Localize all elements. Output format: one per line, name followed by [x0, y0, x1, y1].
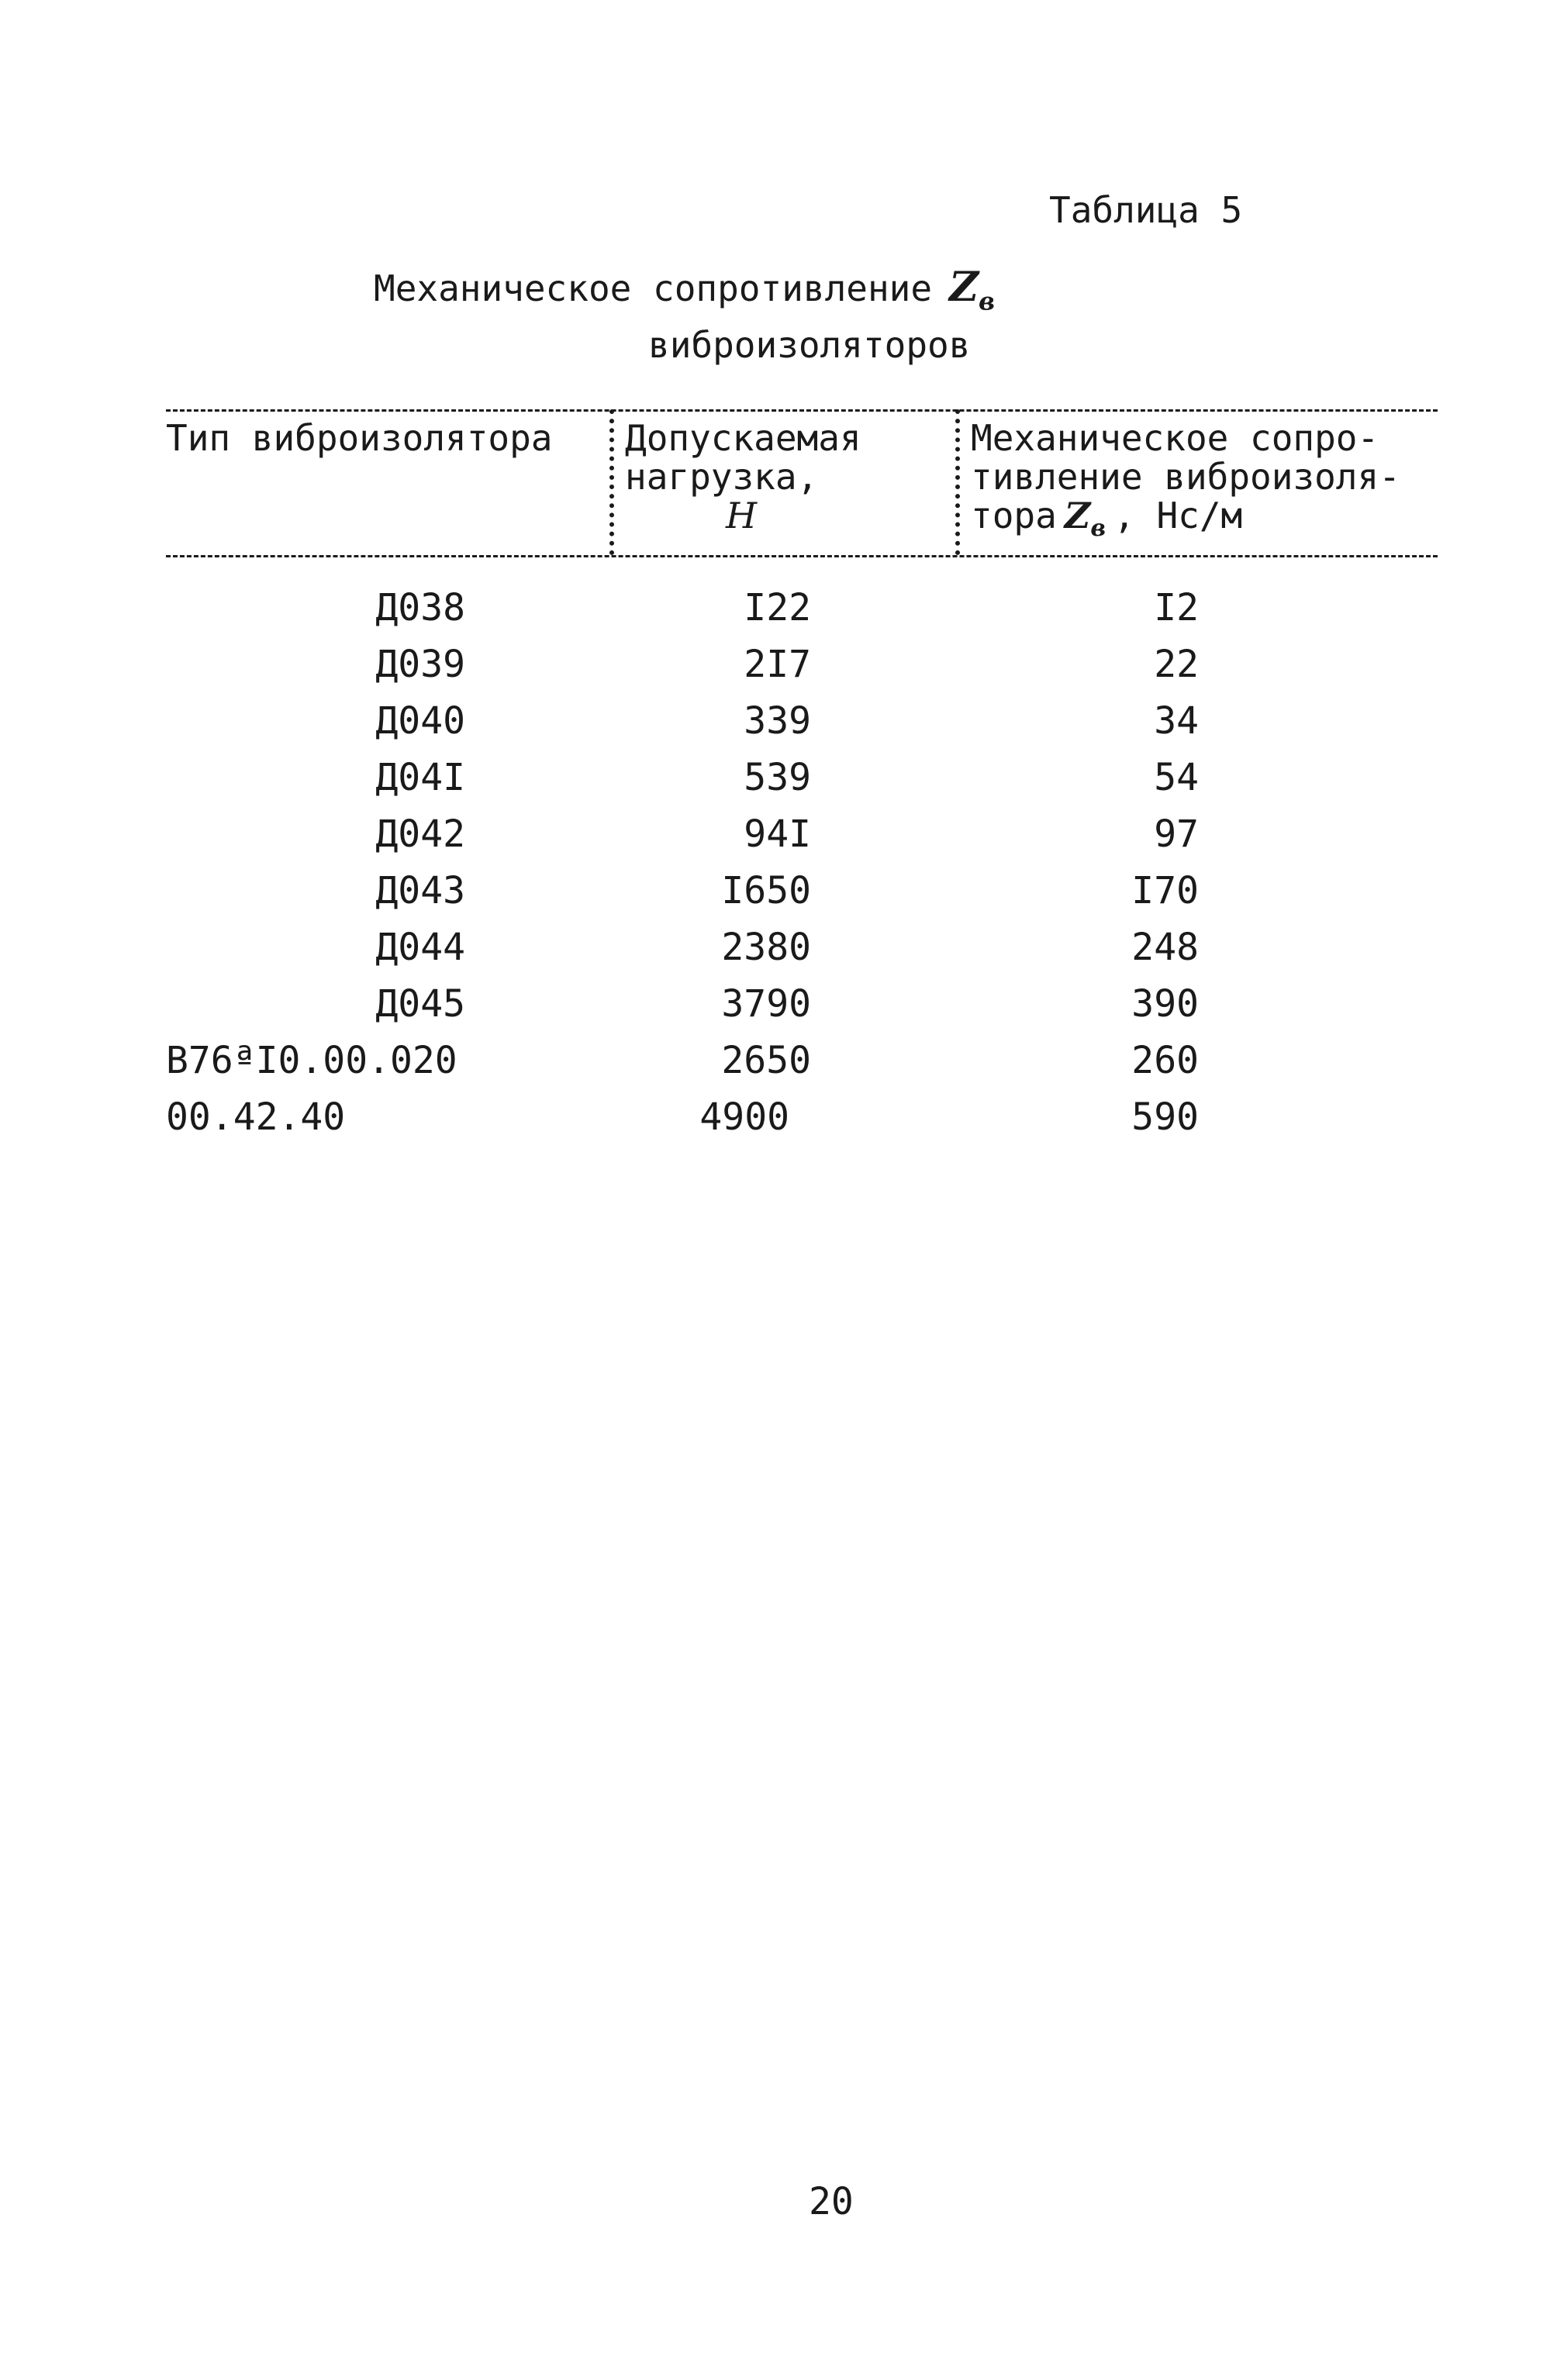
- cell-resistance: 34: [1154, 699, 1199, 743]
- cell-resistance: 390: [1131, 982, 1199, 1026]
- column-separator-2: [955, 409, 960, 555]
- cell-load: 2650: [721, 1039, 811, 1082]
- table-title: [374, 264, 995, 316]
- cell-resistance: 248: [1131, 926, 1199, 969]
- cell-load: I650: [721, 869, 811, 912]
- cell-type: Д038: [375, 586, 465, 629]
- table-label: Таблица 5: [1049, 189, 1243, 231]
- z-symbol-header: $Z_в$: [1064, 495, 1106, 543]
- cell-type: Д039: [375, 643, 465, 686]
- cell-type: Д040: [375, 699, 465, 743]
- cell-resistance: 260: [1131, 1039, 1199, 1082]
- cell-load: 4900: [699, 1095, 789, 1139]
- cell-type: Д043: [375, 869, 465, 912]
- column-separator-1: [609, 409, 614, 555]
- cell-type: Д04I: [375, 756, 465, 799]
- cell-type: Д045: [375, 982, 465, 1026]
- cell-resistance: 22: [1154, 643, 1199, 686]
- column-header-type: Тип виброизолятора: [166, 417, 553, 459]
- cell-resistance: I2: [1154, 586, 1199, 629]
- load-unit: Н: [726, 495, 758, 536]
- cell-type: 00.42.40: [166, 1095, 346, 1139]
- column-header-load: Допускаемая нагрузка, Н: [625, 417, 861, 536]
- cell-load: 339: [744, 699, 811, 743]
- cell-load: I22: [744, 586, 811, 629]
- table-title-text: Механическое сопротивление: [374, 267, 933, 309]
- cell-resistance: 54: [1154, 756, 1199, 799]
- header-top-rule: [166, 409, 1438, 412]
- cell-load: 2I7: [744, 643, 811, 686]
- cell-resistance: 97: [1154, 812, 1199, 856]
- cell-resistance: I70: [1131, 869, 1199, 912]
- cell-load: 94I: [744, 812, 811, 856]
- z-symbol: $Z_в$: [949, 264, 996, 316]
- column-header-resistance: Механическое сопро- тивление виброизоля- тора $Z_в$ , Нс/м: [971, 417, 1400, 543]
- cell-load: 2380: [721, 926, 811, 969]
- cell-load: 3790: [721, 982, 811, 1026]
- page-number: 20: [809, 2180, 854, 2223]
- header-bottom-rule: [166, 555, 1438, 557]
- cell-type: В76ªI0.00.020: [166, 1039, 457, 1082]
- cell-resistance: 590: [1131, 1095, 1199, 1139]
- cell-load: 539: [744, 756, 811, 799]
- cell-type: Д044: [375, 926, 465, 969]
- table-title-line2: виброизоляторов: [648, 324, 971, 366]
- cell-type: Д042: [375, 812, 465, 856]
